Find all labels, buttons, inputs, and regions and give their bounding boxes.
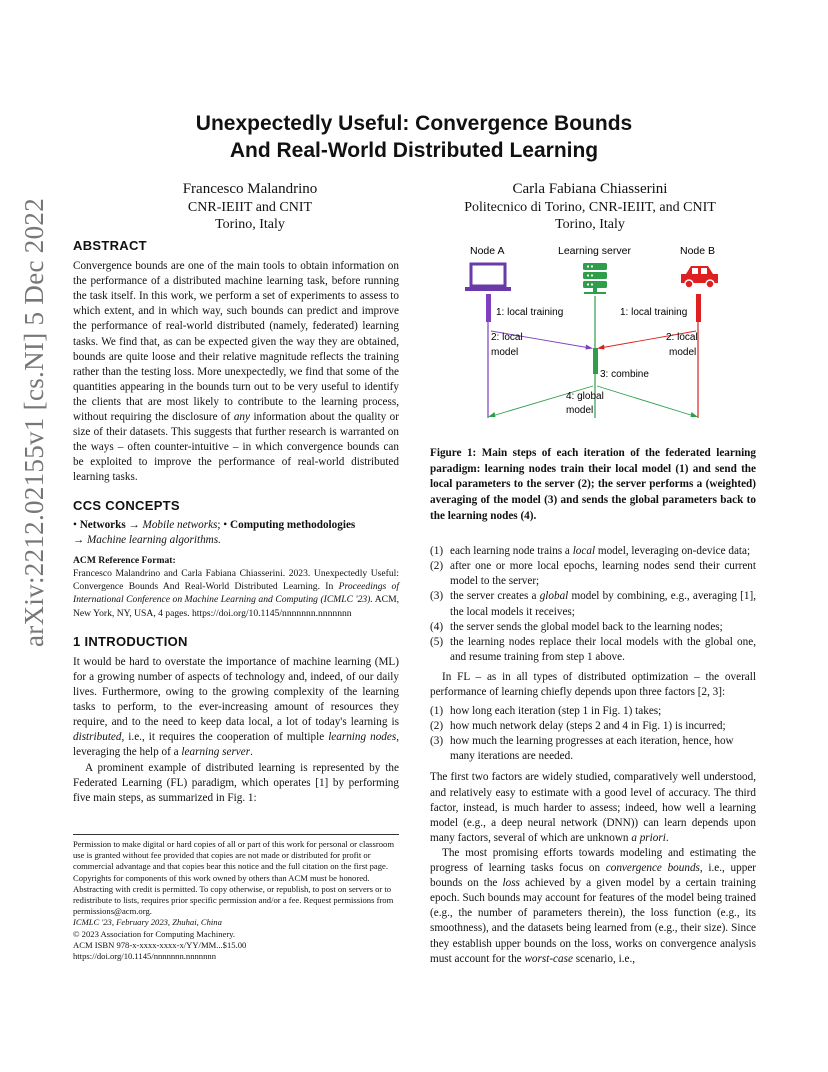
abstract-text-a: Convergence bounds are one of the main tools to obtain information on the performance of a distributed machine learning task, before running the task itself. In this work, we perform a set of experiments to assess to which extent, and in which way, such bounds can predict and improve the performance of real-world distributed (namely, federated) learning tasks. We find that, as can be expected given the way they are obtained, bounds are quite loose and their relative magnitude reflects the training rather than the testing loss. More unexpectedly, we find that some of the quantities appearing in the bounds turn out to be very useful to identify the clients that are most likely to contribute to the learning process, without requiring the disclosure of	[73, 260, 399, 424]
abstract-text-b: information about the quality or size of their datasets. This suggests that further research is warranted on the ways – often counter-intuitive – in which convergence bounds can be exploited to improve the performance of real-world distributed learning tasks.	[73, 411, 399, 484]
intro-p1-em3: learning server	[181, 746, 251, 759]
ccs-item-2-sub: Machine learning algorithms.	[86, 533, 221, 546]
p4-a: The most promising efforts towards modeling and estimating the progress of learning tasks focus on	[430, 846, 756, 875]
step4-label-line1: 4: global	[566, 391, 604, 402]
list-number: (2)	[430, 720, 444, 733]
author-name: Francesco Malandrino	[182, 181, 318, 197]
step1-label-b: 1: local training	[620, 307, 688, 318]
step2-label-b-line1: 2: local	[666, 332, 698, 343]
upload-arrowhead-b	[597, 345, 605, 350]
acm-reference-heading: ACM Reference Format:	[73, 554, 176, 566]
acm-reference-text-b: ACM, New York, NY, USA, 4 pages. https://doi.org/10.1145/nnnnnnn.nnnnnnn	[73, 594, 400, 619]
list-item	[430, 589, 756, 619]
node-b-training-bar	[696, 294, 701, 322]
list-text: how much network delay (steps 2 and 4 in Fig. 1) is incurred;	[450, 720, 726, 733]
list-text: the server sends the global model back to the learning nodes;	[450, 620, 723, 633]
step2-label-b-line2: model	[669, 347, 697, 358]
ccs-item-1: Networks	[79, 518, 126, 531]
list-item	[430, 734, 756, 764]
acm-reference-text-a: Francesco Malandrino and Carla Fabiana Chiasserini. 2023. Unexpectedly Useful: Convergence Bounds And Real-World Distributed Learning. In	[73, 567, 399, 593]
node-a-training-bar	[486, 294, 491, 322]
list-emphasis: local	[572, 545, 596, 558]
step2-label-a-line1: 2: local	[491, 332, 523, 343]
fl-steps-list	[430, 544, 756, 665]
car-icon	[681, 266, 718, 288]
p4-em2: loss	[502, 877, 520, 890]
intro-p1-em2: learning nodes	[328, 731, 397, 744]
server-label: Learning server	[558, 245, 631, 257]
title-line-1: Unexpectedly Useful: Convergence Bounds	[195, 112, 633, 135]
p4-em3: worst-case	[524, 952, 573, 965]
left-column	[73, 238, 399, 806]
list-text: the learning nodes replace their local models with the global one, and resume training from step 1 above.	[450, 635, 756, 663]
list-text: model, leveraging on-device data;	[595, 545, 751, 558]
list-item	[430, 704, 756, 719]
intro-paragraph-1	[73, 655, 399, 761]
acm-reference-venue: Proceedings of International Conference on Machine Learning and Computing (ICMLC '23).	[73, 581, 399, 606]
abstract-text	[73, 259, 399, 485]
right-column	[430, 435, 756, 967]
list-item	[430, 620, 756, 635]
list-item	[430, 559, 756, 589]
step2-label-a-line2: model	[491, 347, 519, 358]
conference-line: ICMLC '23, February 2023, Zhuhai, China	[73, 917, 222, 928]
laptop-icon	[465, 264, 511, 291]
list-number: (2)	[430, 560, 444, 573]
p4-em1: convergence bounds	[605, 862, 700, 875]
download-arrowhead-a	[488, 412, 496, 417]
p3-em: a priori	[631, 831, 666, 844]
list-text: each learning node trains a	[450, 545, 573, 558]
ccs-item-1-sub: Mobile networks	[142, 518, 218, 531]
ccs-heading: CCS CONCEPTS	[73, 497, 180, 513]
paper-title	[0, 110, 828, 164]
figure-caption: Figure 1: Main steps of each iteration of the federated learning paradigm: learning nodes train their local model (1) and send the local parameters to the server (2); the server performs a (weighted) averaging of the model (3) and sends the global parameters back to the learning nodes (4).	[430, 447, 756, 522]
p3-a: The first two factors are widely studied, comparatively well understood, and relatively easy to estimate with a good level of accuracy. The third factor, instead, is much harder to assess; indeed, how well a learning model (e.g., a deep neural network (DNN)) can learn depends upon many factors, several of which are unknown	[430, 771, 756, 844]
node-b-label: Node B	[680, 245, 716, 257]
paragraph-convergence-bounds	[430, 846, 756, 967]
intro-p1-em1: distributed	[73, 731, 122, 744]
list-text: how long each iteration (step 1 in Fig. 1) takes;	[450, 705, 662, 718]
ccs-item-2: Computing methodologies	[230, 518, 356, 531]
list-number: (1)	[430, 705, 444, 718]
ccs-concepts: • Networks → Mobile networks; • Computing methodologies → Machine learning algorithms.	[73, 518, 356, 546]
list-text: model by combining, e.g., averaging [1], the local models it receives;	[450, 590, 756, 618]
step1-label-a: 1: local training	[496, 307, 564, 318]
isbn-line: ACM ISBN 978-x-xxxx-xxxx-x/YY/MM...$15.00	[73, 939, 247, 950]
list-number: (3)	[430, 735, 444, 748]
list-number: (1)	[430, 545, 444, 558]
permission-footnote	[73, 839, 399, 962]
p4-d: scenario, i.e.,	[572, 952, 636, 965]
list-number: (5)	[430, 635, 444, 648]
intro-p1-c: , leveraging the help of a	[73, 731, 400, 759]
node-a-label: Node A	[470, 245, 505, 257]
p3-b: .	[665, 831, 669, 844]
step4-label-line2: model	[566, 405, 594, 416]
factors-list	[430, 704, 756, 764]
acm-reference	[73, 554, 399, 620]
abstract-heading: ABSTRACT	[73, 238, 147, 253]
permission-text: Permission to make digital or hard copies of all or part of this work for personal or classroom use is granted without fee provided that copies are not made or distributed for profit or commercial advantage and that copies bear this notice and the full citation on the first page. Copyrights for components of this work owned by others than ACM must be honored. Abstracting with credit is permitted. To copy otherwise, or republish, to post on servers or to redistribute to lists, requires prior specific permission and/or a fee. Request permissions from permissions@acm.org.	[73, 839, 394, 917]
list-text: after one or more local epochs, learning nodes send their current model to the server;	[450, 560, 756, 588]
copyright-line: © 2023 Association for Computing Machinery.	[73, 928, 236, 939]
author-affiliation: CNR-IEIIT and CNIT	[187, 200, 313, 215]
author-affiliation: Politecnico di Torino, CNR-IEIIT, and CNIT	[464, 200, 716, 215]
author-name: Carla Fabiana Chiasserini	[512, 181, 668, 197]
fl-factors-intro: In FL – as in all types of distributed optimization – the overall performance of learning chiefly depends upon three factors [2, 3]:	[430, 670, 756, 698]
list-item	[430, 719, 756, 734]
arxiv-stamp: arXiv:2212.02155v1 [cs.NI] 5 Dec 2022	[19, 197, 49, 647]
author-block-1	[140, 180, 360, 233]
paragraph-factors	[430, 770, 756, 845]
federated-learning-figure	[430, 236, 756, 436]
list-number: (3)	[430, 590, 444, 603]
abstract-emphasis: any	[233, 411, 250, 424]
list-item	[430, 544, 756, 559]
author-location: Torino, Italy	[215, 217, 285, 232]
list-item	[430, 635, 756, 665]
download-arrow-b	[597, 386, 694, 416]
list-text: how much the learning progresses at each iteration, hence, how many iterations are needed.	[450, 735, 734, 763]
intro-p1-b: , i.e., it requires the cooperation of multiple	[121, 731, 329, 744]
intro-p1-d: .	[250, 746, 253, 759]
intro-paragraph-2: A prominent example of distributed learning is represented by the Federated Learning (FL) paradigm, which operates [1] by performing five main steps, as summarized in Fig. 1:	[73, 761, 399, 804]
intro-heading: 1 INTRODUCTION	[73, 633, 188, 649]
download-arrowhead-b	[691, 412, 699, 417]
title-line-2: And Real-World Distributed Learning	[229, 139, 599, 162]
list-emphasis: global	[539, 590, 569, 603]
author-block-2	[440, 180, 740, 233]
intro-p1-a: It would be hard to overstate the importance of machine learning (ML) for a growing number of aspects of technology and, indeed, of our daily lives. Furthermore, owing to the growing complexity of the learning tasks to perform, to the ever-increasing amount of resources they require, and to the need to keep data local, a lot of today's learning is	[73, 655, 399, 729]
footnote-rule	[73, 834, 399, 835]
author-location: Torino, Italy	[555, 217, 625, 232]
server-icon	[583, 263, 607, 294]
p4-b: , i.e., upper bounds on the	[430, 862, 757, 890]
list-text: the server creates a	[450, 590, 540, 603]
p4-c: achieved by a given model by a certain training epoch. Such bounds may account for features of the model being trained (e.g., the number of parameters therein), the loss function (e.g., its smoothness), and the datasets being learned from (e.g., their size). Since they establish upper bounds on the loss, works on convergence analysis must account for the	[430, 877, 756, 965]
list-number: (4)	[430, 620, 444, 633]
upload-arrowhead-a	[586, 345, 594, 350]
server-combine-bar	[593, 348, 598, 374]
doi-line: https://doi.org/10.1145/nnnnnnn.nnnnnnn	[73, 951, 216, 962]
step3-label: 3: combine	[600, 369, 649, 380]
